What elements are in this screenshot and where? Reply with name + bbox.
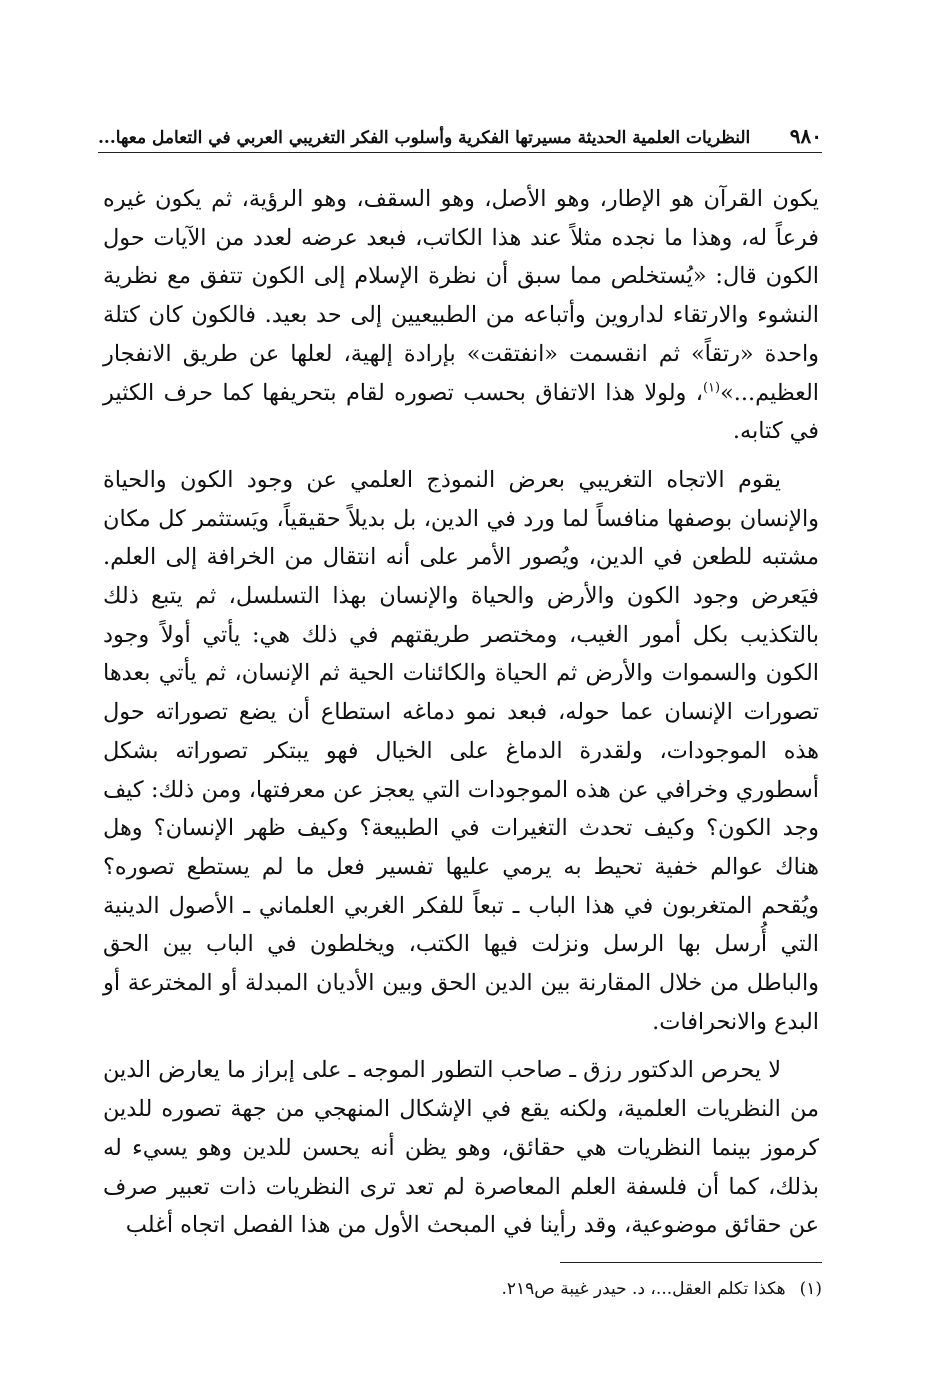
footnote-number: (١) xyxy=(799,1279,822,1299)
footnote-text: هكذا تكلم العقل...، د. حيدر غيبة ص٢١٩. xyxy=(501,1279,786,1299)
paragraph-3: لا يحرص الدكتور رزق ـ صاحب التطور الموجه ـ على إبراز ما يعارض الدين من النظريات العلمية، ولكنه يقع في الإشكال المنهجي من جهة تصوره للدين كرموز بينما النظريات هي حقائق، وهو يظن أنه يحسن للدين وهو يسيء له بذلك، كما أن فلسفة العلم المعاصرة لم تعد ترى النظريات ذات تعبير صرف عن حقائق موضوعية، وقد رأينا في المبحث الأول من هذا الفصل اتجاه أغلب xyxy=(103,1057,819,1239)
footnote xyxy=(501,1276,822,1302)
running-title: النظريات العلمية الحديثة مسيرتها الفكرية وأسلوب الفكر التغريبي العربي في التعامل معها... xyxy=(98,128,751,148)
paragraph-1-text-a: يكون القرآن هو الإطار، وهو الأصل، وهو السقف، وهو الرؤية، ثم يكون غيره فرعاً له، وهذا ما نجده مثلاً عند هذا الكاتب، فبعد عرضه لعدد من الآيات حول الكون قال: «يُستخلص مما سبق أن نظرة الإسلام إلى الكون تتفق مع نظرية النشوء والارتقاء لداروين وأتباعه من الطبيعيين إلى حد بعيد. فالكون كان كتلة واحدة «رتقاً» ثم انقسمت «انفتقت» بإرادة إلهية، لعلها عن طريق الانفجار العظيم...» xyxy=(103,186,819,406)
paragraph-1-text-b: ، ولولا هذا الاتفاق بحسب تصوره لقام بتحريفها كما حرف الكثير في كتابه. xyxy=(103,379,819,445)
paragraph-2: يقوم الاتجاه التغريبي بعرض النموذج العلمي عن وجود الكون والحياة والإنسان بوصفها منافساً لما ورد في الدين، بل بديلاً حقيقياً، ويَستثمر كل مكان مشتبه للطعن في الدين، ويُصور الأمر على أنه انتقال من الخرافة إلى العلم. فيَعرض وجود الكون والأرض والحياة والإنسان بهذا التسلسل، ثم يتبع ذلك بالتكذيب بكل أمور الغيب، ومختصر طريقتهم في ذلك هي: يأتي أولاً وجود الكون والسموات والأرض ثم الحياة والكائنات الحية ثم الإنسان، ثم يأتي بعدها تصورات الإنسان عما حوله، فبعد نمو دماغه استطاع أن يضع تصوراته حول هذه الموجودات، ولقدرة الدماغ على الخيال فهو يبتكر تصوراته بشكل أسطوري وخرافي عن هذه الموجودات التي يعجز عن معرفتها، ومن ذلك: كيف وجد الكون؟ وكيف تحدث التغيرات في الطبيعة؟ وكيف ظهر الإنسان؟ وهل هناك عوالم خفية تحيط به يرمي عليها تفسير فعل ما لم يستطع تصوره؟ ويُقحم المتغربون في هذا الباب ـ تبعاً للفكر الغربي العلماني ـ الأصول الدينية التي أُرسل بها الرسل ونزلت فيها الكتب، ويخلطون في الباب بين الحق والباطل من خلال المقارنة بين الدين الحق وبين الأديان المبدلة أو المخترعة أو البدع والانحرافات. xyxy=(103,466,820,1035)
body-text xyxy=(103,180,819,1245)
page-number: ٩٨٠ xyxy=(789,124,822,148)
page-header xyxy=(98,113,822,153)
footnote-divider xyxy=(560,1262,822,1263)
paragraph-1 xyxy=(103,180,819,451)
footnote-reference[interactable]: (١) xyxy=(702,380,721,396)
